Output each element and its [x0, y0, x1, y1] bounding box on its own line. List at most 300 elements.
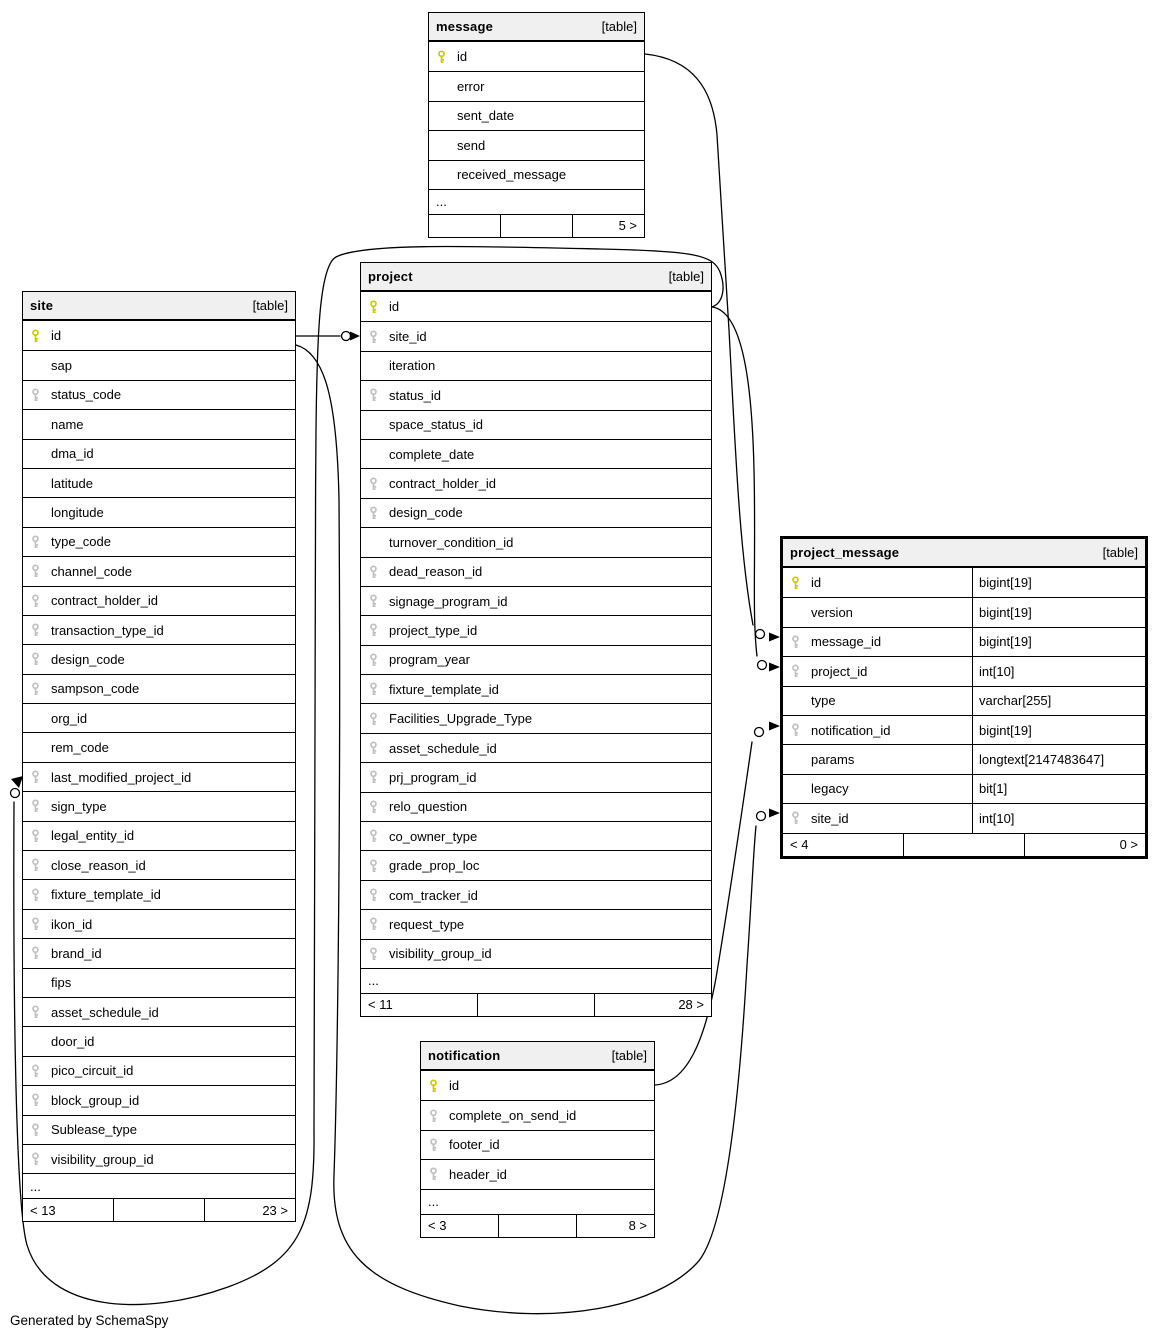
column-type: bigint[19]: [972, 628, 1145, 656]
key-cell: [30, 594, 46, 608]
column-row: [23, 997, 295, 1026]
key-cell: [436, 80, 452, 94]
column-row: [23, 439, 295, 468]
footer-children-count: [429, 215, 500, 237]
key-cell: [30, 652, 46, 666]
column-name: sign_type: [51, 798, 107, 814]
column-name: version: [811, 605, 853, 621]
key-cell: [30, 770, 46, 784]
column-row: [23, 1085, 295, 1114]
column-name: prj_program_id: [389, 769, 477, 785]
key-icon-fk: [30, 623, 41, 637]
key-cell: [368, 330, 384, 344]
key-cell: [368, 300, 384, 314]
column-row: [361, 527, 711, 556]
key-cell: [368, 388, 384, 402]
column-name: request_type: [389, 916, 465, 932]
column-row: [23, 938, 295, 967]
key-cell: [368, 859, 384, 873]
column-name: legal_entity_id: [51, 828, 135, 844]
column-name: brand_id: [51, 945, 102, 961]
column-type: int[10]: [972, 804, 1145, 832]
column-row: [361, 821, 711, 850]
ellipsis-row: ...: [361, 968, 711, 993]
key-cell: [30, 1064, 46, 1078]
key-icon-fk: [30, 946, 41, 960]
footer-parents-count: 28 >: [594, 994, 711, 1016]
column-name: contract_holder_id: [389, 476, 496, 492]
column-name: sent_date: [457, 108, 515, 124]
key-cell: [368, 917, 384, 931]
column-row: [23, 527, 295, 556]
key-cell: [30, 1093, 46, 1107]
key-icon-pk: [30, 329, 41, 343]
column-name: error: [457, 79, 485, 95]
column-type: bigint[19]: [972, 598, 1145, 626]
key-cell: [428, 1109, 444, 1123]
key-cell: [30, 1152, 46, 1166]
table-tag: [table]: [1102, 545, 1138, 560]
key-icon-fk: [30, 652, 41, 666]
column-row: [361, 557, 711, 586]
column-name: turnover_condition_id: [389, 534, 514, 550]
column-row: [361, 410, 711, 439]
key-cell: [368, 418, 384, 432]
column-row: [361, 762, 711, 791]
column-row: [361, 674, 711, 703]
column-name: dma_id: [51, 446, 94, 462]
column-name: close_reason_id: [51, 857, 146, 873]
key-cell: [428, 1167, 444, 1181]
key-cell: [368, 594, 384, 608]
column-name: space_status_id: [389, 417, 483, 433]
column-row: [421, 1071, 654, 1100]
key-cell: [368, 477, 384, 491]
column-name: site_id: [389, 329, 427, 345]
table-project-message: [780, 536, 1148, 859]
table-notification: [420, 1041, 655, 1238]
column-name: received_message: [457, 167, 567, 183]
key-cell: [30, 1035, 46, 1049]
column-name: id: [51, 328, 62, 344]
column-name: block_group_id: [51, 1092, 140, 1108]
key-icon-fk: [30, 535, 41, 549]
column-row: [361, 586, 711, 615]
key-cell: [368, 447, 384, 461]
column-name: asset_schedule_id: [51, 1004, 159, 1020]
column-name: Sublease_type: [51, 1122, 138, 1138]
footer-children-count: < 11: [368, 997, 393, 1013]
column-row: [23, 968, 295, 997]
column-name: sap: [51, 358, 72, 374]
footer-children-count: < 4: [790, 837, 809, 853]
key-cell: [30, 476, 46, 490]
table-tag: [table]: [601, 19, 637, 34]
column-row: [361, 703, 711, 732]
key-cell: [790, 811, 806, 825]
column-row: [421, 1159, 654, 1188]
column-name: send: [457, 137, 486, 153]
column-row: [429, 71, 644, 100]
key-icon-fk: [30, 1123, 41, 1137]
column-row: [23, 350, 295, 379]
key-icon-fk: [30, 1005, 41, 1019]
key-cell: [30, 359, 46, 373]
key-icon-fk: [790, 635, 801, 649]
key-icon-fk: [368, 770, 379, 784]
column-name: signage_program_id: [389, 593, 508, 609]
column-name: status_id: [389, 387, 442, 403]
table-site: [22, 291, 296, 1222]
key-icon-fk: [30, 388, 41, 402]
column-row: [23, 909, 295, 938]
column-name: iteration: [389, 358, 436, 374]
column-name: type_code: [51, 534, 111, 550]
column-row: [783, 686, 1145, 715]
column-name: fips: [51, 975, 72, 991]
column-row: [361, 439, 711, 468]
column-row: [23, 615, 295, 644]
relationship-site-id-project-site-id: [296, 332, 360, 341]
column-row: [23, 586, 295, 615]
key-cell: [368, 800, 384, 814]
footer-middle: [498, 1215, 576, 1237]
column-row: [23, 468, 295, 497]
key-cell: [30, 447, 46, 461]
key-icon-pk: [790, 576, 801, 590]
table-footer: [429, 214, 644, 237]
column-name: params: [811, 752, 855, 768]
column-type: int[10]: [972, 657, 1145, 685]
key-cell: [30, 329, 46, 343]
column-row: [361, 939, 711, 968]
column-name: visibility_group_id: [389, 946, 492, 962]
key-cell: [368, 947, 384, 961]
column-name: status_code: [51, 387, 122, 403]
column-row: [783, 803, 1145, 832]
key-icon-fk: [368, 829, 379, 843]
generated-by-note: Generated by SchemaSpy: [10, 1313, 169, 1328]
column-row: [783, 715, 1145, 744]
table-name[interactable]: notification: [428, 1048, 501, 1063]
key-cell: [368, 653, 384, 667]
key-cell: [30, 888, 46, 902]
key-icon-fk: [30, 564, 41, 578]
key-cell: [428, 1079, 444, 1093]
column-name: program_year: [389, 652, 470, 668]
key-cell: [30, 711, 46, 725]
table-message: [428, 12, 645, 238]
column-name: dead_reason_id: [389, 564, 483, 580]
key-cell: [436, 109, 452, 123]
column-row: [421, 1100, 654, 1129]
table-footer: [361, 993, 711, 1016]
column-row: [361, 850, 711, 879]
footer-parents-count: 0 >: [1024, 834, 1145, 856]
column-row: [783, 744, 1145, 773]
column-row: [23, 380, 295, 409]
key-icon-fk: [368, 477, 379, 491]
key-cell: [30, 917, 46, 931]
footer-middle: [113, 1199, 204, 1221]
key-cell: [30, 506, 46, 520]
column-row: [361, 645, 711, 674]
column-row: [23, 497, 295, 526]
table-name[interactable]: project_message: [790, 545, 900, 560]
key-cell: [368, 770, 384, 784]
column-name: project_type_id: [389, 622, 478, 638]
table-tag: [table]: [252, 298, 288, 313]
key-icon-fk: [368, 682, 379, 696]
ellipsis-row: ...: [421, 1189, 654, 1214]
footer-children-count: < 3: [428, 1218, 447, 1234]
column-name: project_id: [811, 663, 868, 679]
table-header: [23, 292, 295, 321]
key-cell: [30, 1123, 46, 1137]
key-cell: [428, 1138, 444, 1152]
key-icon-pk: [368, 300, 379, 314]
key-icon-pk: [428, 1079, 439, 1093]
column-name: co_owner_type: [389, 828, 478, 844]
column-name: asset_schedule_id: [389, 740, 497, 756]
key-cell: [368, 359, 384, 373]
column-row: [361, 880, 711, 909]
key-icon-fk: [30, 594, 41, 608]
column-name: visibility_group_id: [51, 1151, 154, 1167]
key-icon-fk: [30, 682, 41, 696]
column-row: [23, 850, 295, 879]
key-cell: [30, 564, 46, 578]
key-cell: [30, 682, 46, 696]
column-row: [361, 615, 711, 644]
column-name: Facilities_Upgrade_Type: [389, 711, 533, 727]
column-row: [23, 1115, 295, 1144]
table-footer: [783, 833, 1145, 856]
key-icon-fk: [368, 741, 379, 755]
key-icon-fk: [368, 888, 379, 902]
key-cell: [30, 417, 46, 431]
column-name: org_id: [51, 710, 88, 726]
column-name: legacy: [811, 781, 849, 797]
key-cell: [368, 712, 384, 726]
column-row: [361, 733, 711, 762]
column-name: door_id: [51, 1034, 95, 1050]
key-cell: [30, 829, 46, 843]
column-name: ikon_id: [51, 916, 93, 932]
column-row: [783, 656, 1145, 685]
key-cell: [436, 168, 452, 182]
key-icon-fk: [368, 859, 379, 873]
table-tag: [table]: [668, 269, 704, 284]
column-row: [23, 409, 295, 438]
table-tag: [table]: [611, 1048, 647, 1063]
column-type: bigint[19]: [972, 716, 1145, 744]
column-row: [783, 568, 1145, 597]
key-icon-fk: [30, 1064, 41, 1078]
table-header: [361, 263, 711, 292]
key-cell: [436, 138, 452, 152]
footer-parents-count: 8 >: [576, 1215, 654, 1237]
footer-children-count: < 13: [30, 1202, 56, 1218]
table-name[interactable]: project: [368, 269, 413, 284]
column-name: site_id: [811, 810, 849, 826]
column-name: header_id: [449, 1166, 507, 1182]
table-footer: [23, 1198, 295, 1221]
column-type: longtext[2147483647]: [972, 745, 1145, 773]
footer-middle: [500, 215, 572, 237]
column-row: [23, 674, 295, 703]
column-row: [361, 792, 711, 821]
key-icon-fk: [368, 712, 379, 726]
key-icon-fk: [30, 829, 41, 843]
table-name[interactable]: message: [436, 19, 494, 34]
column-row: [429, 130, 644, 159]
key-icon-fk: [368, 565, 379, 579]
column-name: com_tracker_id: [389, 887, 478, 903]
key-cell: [790, 782, 806, 796]
column-row: [783, 597, 1145, 626]
key-cell: [368, 565, 384, 579]
key-icon-fk: [428, 1138, 439, 1152]
column-name: message_id: [811, 634, 882, 650]
column-name: latitude: [51, 475, 93, 491]
column-row: [429, 160, 644, 189]
column-name: design_code: [389, 505, 463, 521]
key-cell: [30, 799, 46, 813]
key-icon-fk: [30, 1093, 41, 1107]
key-cell: [30, 946, 46, 960]
column-name: design_code: [51, 651, 125, 667]
column-row: [23, 321, 295, 350]
key-icon-pk: [436, 50, 447, 64]
key-cell: [790, 606, 806, 620]
column-row: [23, 556, 295, 585]
column-row: [23, 1056, 295, 1085]
key-cell: [790, 753, 806, 767]
column-name: contract_holder_id: [51, 593, 158, 609]
key-icon-fk: [368, 653, 379, 667]
column-row: [23, 644, 295, 673]
key-icon-fk: [30, 1152, 41, 1166]
column-row: [361, 292, 711, 321]
column-name: longitude: [51, 505, 104, 521]
table-project: [360, 262, 712, 1017]
column-name: id: [457, 49, 468, 65]
key-icon-fk: [368, 594, 379, 608]
column-name: last_modified_project_id: [51, 769, 192, 785]
column-name: fixture_template_id: [389, 681, 499, 697]
key-cell: [368, 888, 384, 902]
key-cell: [368, 623, 384, 637]
key-cell: [30, 535, 46, 549]
column-name: type: [811, 693, 836, 709]
key-icon-fk: [368, 623, 379, 637]
relationship-project-id-project-message-project-id: [712, 307, 780, 672]
column-row: [361, 380, 711, 409]
key-cell: [790, 635, 806, 649]
key-cell: [368, 682, 384, 696]
ellipsis-row: ...: [429, 189, 644, 214]
key-cell: [436, 50, 452, 64]
column-name: channel_code: [51, 563, 132, 579]
table-header: [429, 13, 644, 42]
table-header: [421, 1042, 654, 1071]
table-header: [783, 539, 1145, 568]
key-cell: [30, 388, 46, 402]
column-row: [361, 351, 711, 380]
column-row: [23, 762, 295, 791]
column-row: [361, 498, 711, 527]
key-icon-fk: [368, 800, 379, 814]
key-icon-fk: [30, 770, 41, 784]
column-name: id: [389, 299, 400, 315]
key-icon-fk: [30, 917, 41, 931]
column-name: sampson_code: [51, 681, 140, 697]
column-row: [429, 42, 644, 71]
key-icon-fk: [790, 811, 801, 825]
key-cell: [790, 723, 806, 737]
column-row: [421, 1130, 654, 1159]
key-cell: [368, 506, 384, 520]
key-cell: [368, 535, 384, 549]
key-icon-fk: [368, 947, 379, 961]
key-icon-fk: [368, 388, 379, 402]
column-row: [23, 732, 295, 761]
column-row: [783, 627, 1145, 656]
column-row: [23, 791, 295, 820]
key-cell: [30, 976, 46, 990]
column-type: bit[1]: [972, 775, 1145, 803]
column-row: [23, 1144, 295, 1173]
key-icon-fk: [368, 330, 379, 344]
column-name: name: [51, 416, 84, 432]
column-name: notification_id: [811, 722, 891, 738]
column-name: complete_on_send_id: [449, 1108, 577, 1124]
column-name: id: [811, 575, 822, 591]
footer-parents-count: 5 >: [572, 215, 644, 237]
key-cell: [790, 694, 806, 708]
table-footer: [421, 1214, 654, 1237]
column-row: [23, 1026, 295, 1055]
key-cell: [30, 1005, 46, 1019]
key-cell: [790, 664, 806, 678]
column-name: footer_id: [449, 1137, 500, 1153]
column-name: relo_question: [389, 799, 468, 815]
column-name: id: [449, 1078, 460, 1094]
key-cell: [30, 858, 46, 872]
column-row: [429, 101, 644, 130]
table-name[interactable]: site: [30, 298, 54, 313]
key-icon-fk: [790, 664, 801, 678]
column-name: pico_circuit_id: [51, 1063, 134, 1079]
column-row: [361, 321, 711, 350]
key-icon-fk: [30, 858, 41, 872]
key-cell: [790, 576, 806, 590]
column-row: [23, 879, 295, 908]
key-icon-fk: [368, 506, 379, 520]
column-name: fixture_template_id: [51, 887, 161, 903]
ellipsis-row: ...: [23, 1173, 295, 1198]
key-cell: [30, 741, 46, 755]
column-type: varchar[255]: [972, 687, 1145, 715]
key-cell: [368, 829, 384, 843]
key-cell: [368, 741, 384, 755]
column-name: transaction_type_id: [51, 622, 164, 638]
column-row: [23, 821, 295, 850]
key-icon-fk: [790, 723, 801, 737]
key-icon-fk: [428, 1167, 439, 1181]
column-row: [23, 703, 295, 732]
